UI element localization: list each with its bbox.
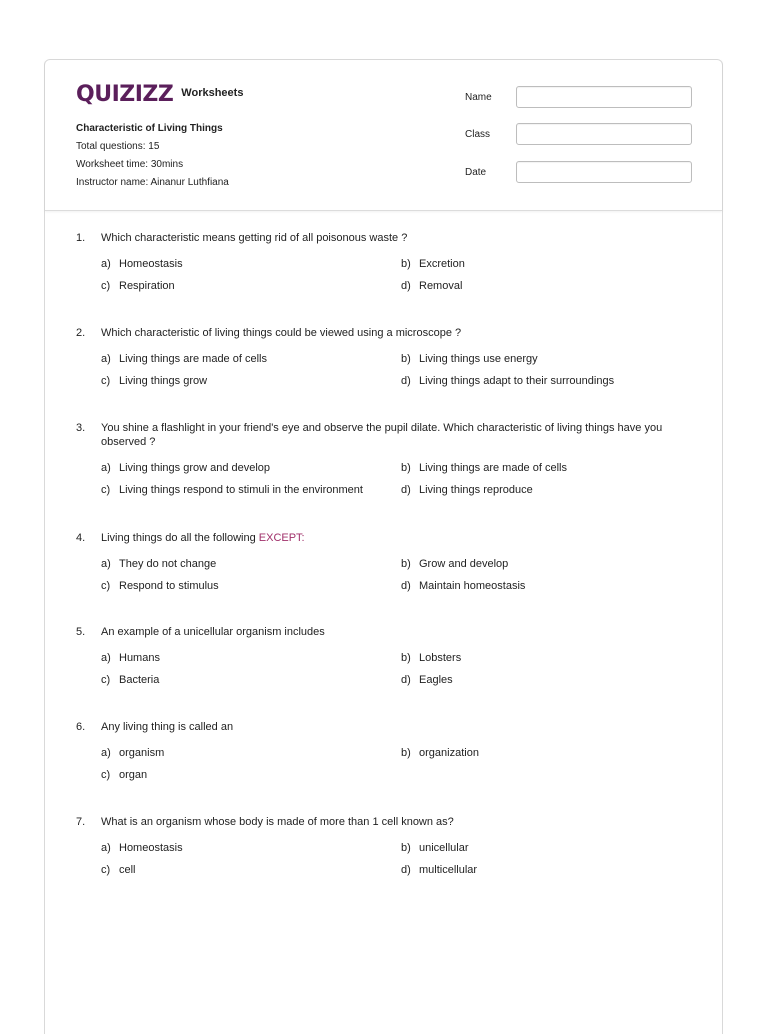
question-number: 6. [76,721,86,733]
answer-option [401,579,701,593]
question-row [76,326,696,340]
question-item [76,421,696,497]
question-text-wrap [101,531,696,545]
option-text: Living things grow and develop [119,462,271,474]
total-questions: Total questions: 15 [76,141,160,152]
option-text: Living things adapt to their surroundings [419,375,615,387]
option-letter: c) [101,484,111,496]
class-input[interactable] [516,123,692,145]
option-text: Living things reproduce [419,484,533,496]
answer-option [401,374,701,388]
product-label: Worksheets [181,86,244,99]
answer-option [401,257,701,271]
option-text: Humans [119,652,160,664]
quizizz-logo: QUIZIZZ [76,82,174,107]
date-input[interactable] [516,161,692,183]
answer-options [101,557,696,593]
answer-option [101,352,401,366]
question-number: 1. [76,232,86,244]
option-text: Eagles [419,674,453,686]
name-field-row [465,86,692,108]
question-text: Any living thing is called an [101,721,234,733]
option-letter: b) [401,462,411,474]
option-text: Homeostasis [119,258,183,270]
option-text: Living things are made of cells [119,353,267,365]
option-text: organ [119,769,148,781]
option-letter: b) [401,353,411,365]
option-letter: a) [101,652,111,664]
worksheet-time: Worksheet time: 30mins [76,159,184,170]
option-letter: d) [401,484,411,496]
option-letter: a) [101,258,111,270]
answer-option [101,768,401,782]
question-item [76,531,696,593]
worksheet-info [76,120,229,192]
option-text: Living things respond to stimuli in the environment [119,484,363,496]
name-input[interactable] [516,86,692,108]
answer-options [101,352,696,388]
question-row [76,231,696,245]
question-text-wrap [101,231,696,245]
option-text: Lobsters [419,652,462,664]
option-letter: d) [401,864,411,876]
option-letter: c) [101,375,111,387]
option-letter: a) [101,558,111,570]
answer-option [401,557,701,571]
answer-options [101,651,696,687]
answer-option [401,279,701,293]
question-text-wrap [101,326,696,340]
option-text: Maintain homeostasis [419,580,526,592]
option-letter: b) [401,842,411,854]
class-field-row [465,123,692,145]
answer-options [101,257,696,293]
option-letter: b) [401,558,411,570]
answer-option [101,461,401,475]
worksheet-title: Characteristic of Living Things [76,123,223,134]
question-text-wrap [101,625,696,639]
question-number: 7. [76,816,86,828]
question-text-wrap [101,720,696,734]
answer-option [101,557,401,571]
option-letter: c) [101,580,111,592]
answer-option [101,483,401,497]
worksheet-page [44,59,723,1034]
question-number: 3. [76,422,86,434]
answer-option [401,352,701,366]
answer-option [101,374,401,388]
question-row [76,421,696,449]
question-item [76,815,696,877]
instructor-name: Instructor name: Ainanur Luthfiana [76,177,229,188]
question-row [76,720,696,734]
option-letter: c) [101,280,111,292]
name-label: Name [465,91,492,103]
option-letter: c) [101,864,111,876]
option-text: Excretion [419,258,465,270]
answer-options [101,461,696,497]
question-row [76,815,696,829]
answer-option [401,651,701,665]
brand [76,82,243,107]
question-number: 4. [76,532,86,544]
question-text: You shine a flashlight in your friend's eye and observe the pupil dilate. Which characteristic of living things have you observed ? [101,422,663,448]
answer-option [101,579,401,593]
option-text: Removal [419,280,463,292]
question-text: An example of a unicellular organism includes [101,626,325,638]
question-text: Which characteristic means getting rid of all poisonous waste ? [101,232,408,244]
answer-option [101,673,401,687]
question-number: 5. [76,626,86,638]
date-label: Date [465,166,487,178]
answer-option [401,863,701,877]
question-item [76,231,696,293]
answer-option [401,673,701,687]
option-text: Grow and develop [419,558,509,570]
option-letter: d) [401,280,411,292]
question-row [76,625,696,639]
question-number: 2. [76,327,86,339]
question-text-wrap [101,421,696,449]
answer-option [401,461,701,475]
option-letter: a) [101,842,111,854]
question-row [76,531,696,545]
option-text: They do not change [119,558,217,570]
question-item [76,625,696,687]
answer-option [401,746,701,760]
option-text: Living things grow [119,375,208,387]
option-text: Homeostasis [119,842,183,854]
option-text: Respond to stimulus [119,580,219,592]
answer-option [101,841,401,855]
option-text: Respiration [119,280,175,292]
question-item [76,326,696,388]
answer-option [101,279,401,293]
answer-options [101,841,696,877]
answer-option [401,483,701,497]
answer-option [101,863,401,877]
option-letter: a) [101,353,111,365]
date-field-row [465,161,692,183]
option-letter: d) [401,375,411,387]
question-highlight: EXCEPT: [258,532,305,544]
option-text: unicellular [419,842,469,854]
option-text: cell [119,864,136,876]
option-letter: d) [401,580,411,592]
option-text: Bacteria [119,674,160,686]
option-letter: a) [101,747,111,759]
option-letter: c) [101,674,111,686]
option-letter: d) [401,674,411,686]
option-text: Living things use energy [419,353,538,365]
question-text-wrap [101,815,696,829]
option-letter: b) [401,747,411,759]
question-text: Which characteristic of living things could be viewed using a microscope ? [101,327,462,339]
option-letter: b) [401,652,411,664]
answer-option [101,651,401,665]
answer-option [101,746,401,760]
option-text: multicellular [419,864,478,876]
answer-options [101,746,696,782]
question-item [76,720,696,782]
option-text: organism [119,747,165,759]
option-text: organization [419,747,479,759]
worksheet-header [45,60,722,211]
option-letter: b) [401,258,411,270]
question-text: What is an organism whose body is made of more than 1 cell known as? [101,816,454,828]
answer-option [101,257,401,271]
option-letter: a) [101,462,111,474]
option-letter: c) [101,769,111,781]
option-text: Living things are made of cells [419,462,567,474]
class-label: Class [465,128,491,140]
question-text: Living things do all the following [101,532,259,544]
answer-option [401,841,701,855]
